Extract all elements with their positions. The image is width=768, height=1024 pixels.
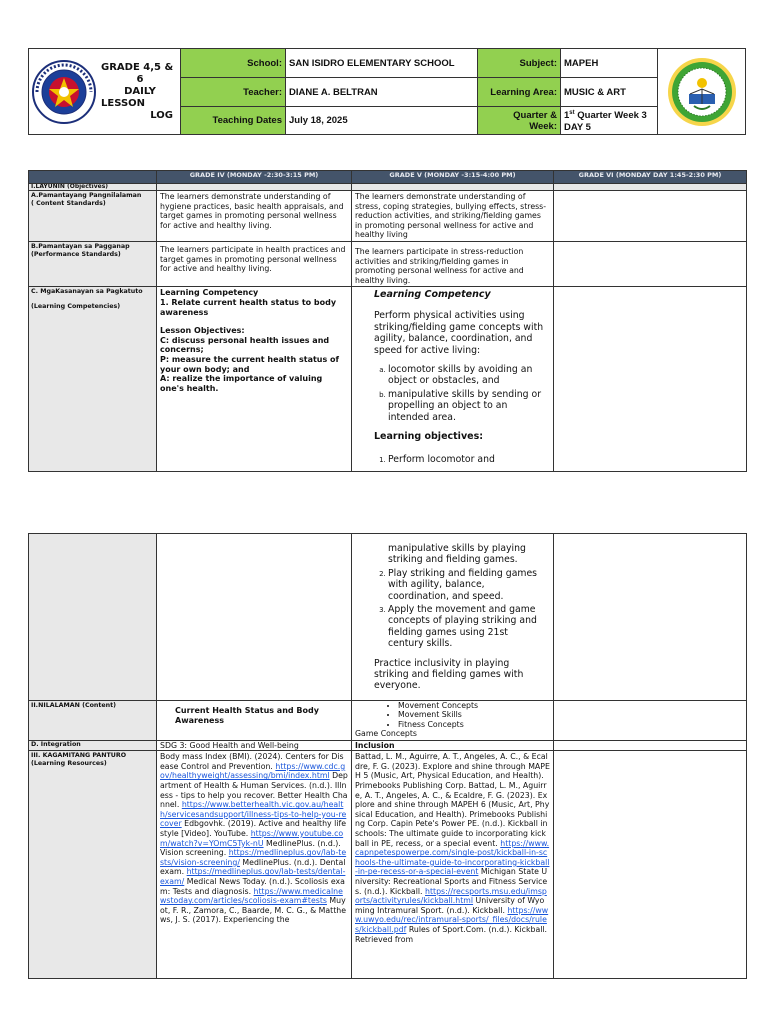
- table-row: [29, 191, 747, 242]
- reference-link[interactable]: https://medlineplus.gov/lab-tests/dental-exam/: [160, 867, 346, 886]
- row-label-learning-competencies: [29, 287, 157, 472]
- competency-text: 1. Relate current health status to body awareness: [160, 297, 337, 317]
- table-row: [29, 740, 747, 751]
- reference-text: Muyot, F. R., Zamora, C., Baarde, M. C. G., & Matthews, J. S. (2017). Experiencing the: [160, 896, 347, 925]
- table-row: [29, 534, 747, 701]
- quarter-label-line: Week:: [529, 120, 557, 132]
- content-standard-g5: The learners demonstrate understanding of stress, coping strategies, bullying effects, stress-reduction activities, and striking/fielding games in promoting personal wellness for active and healthy living: [352, 191, 554, 242]
- subject-label: Subject:: [478, 49, 561, 78]
- label-line: ( Content Standards): [31, 200, 106, 207]
- inclusivity-text: Practice inclusivity in playing striking and fielding games with everyone.: [374, 657, 524, 692]
- reference-text: Michigan State University: Recreational Sports and Fitness Services. (n.d.). Kickball.: [355, 867, 548, 896]
- list-item: 3. Apply the movement and game concepts of playing striking and fielding games using 21st century skills.: [388, 604, 545, 650]
- quarter-day: DAY 5: [564, 121, 591, 133]
- objective-p: P: measure the current health status of your own body; and: [160, 354, 340, 374]
- reference-link[interactable]: https://medlineplus.gov/lab-tests/vision-screening/: [160, 848, 347, 867]
- row-label-content: II.NILALAMAN (Content): [29, 700, 157, 740]
- empty-label-cell: [29, 534, 157, 701]
- learning-competency-g5: [352, 287, 554, 472]
- objectives-list-cont: [388, 543, 545, 566]
- row-label-layunin: I.LAYUNIN (Objectives): [29, 184, 157, 191]
- label-line: C. MgaKasanayan sa Pagkatuto: [31, 288, 143, 296]
- reference-text: Edbgovhk. (2019). Active and healthy lifestyle [Video]. YouTube.: [160, 819, 347, 839]
- list-item: • Fitness Concepts: [398, 720, 553, 729]
- empty-cell: [554, 184, 747, 191]
- school-label: School:: [181, 49, 286, 78]
- performance-standard-g5: The learners participate in stress-reduction activities and striking/fielding games in promoting personal wellness for active and healthy living.: [352, 241, 554, 286]
- reference-text: MedlinePlus. (n.d.). Vision screening.: [160, 838, 341, 858]
- lesson-table-page-1: [28, 170, 747, 472]
- content-g5: [352, 700, 554, 740]
- quarter-label-line: Quarter &: [513, 109, 557, 121]
- quarter-week-label: [478, 107, 561, 134]
- competency-title: Learning Competency: [160, 288, 259, 298]
- learning-area-value: MUSIC & ART: [561, 78, 658, 107]
- content-standard-g4: The learners demonstrate understanding of hygiene practices, basic health appraisals, and target games in promoting personal wellness for active and healthy living.: [157, 191, 352, 242]
- head-grade-vi: GRADE VI (MONDAY DAY 1:45-2:30 PM): [554, 171, 747, 184]
- school-value: SAN ISIDRO ELEMENTARY SCHOOL: [286, 49, 478, 78]
- objectives-title: Lesson Objectives:: [160, 326, 245, 336]
- list-item: • Movement Skills: [398, 710, 553, 719]
- resources-g5: [352, 751, 554, 979]
- label-line: (Learning Competencies): [31, 303, 121, 311]
- learning-competency-g4: [157, 287, 352, 472]
- label-line: III. KAGAMITANG PANTURO: [31, 752, 127, 760]
- content-list: [398, 701, 553, 729]
- label-line: (Performance Standards): [31, 250, 121, 258]
- performance-standard-g6: [554, 241, 747, 286]
- reference-link[interactable]: https://www.youtube.com/watch?v=YOmC5Tyk-nU: [160, 829, 344, 848]
- reference-text: MedlinePlus. (n.d.). Dental exam.: [160, 857, 346, 877]
- reference-text: Medical News Today. (n.d.). Scoliosis exam: Tests and diagnosis.: [160, 877, 345, 896]
- title-line: LESSON: [101, 97, 146, 109]
- content-g6: [554, 700, 747, 740]
- resources-g6: [554, 751, 747, 979]
- reference-link[interactable]: https://www.betterhealth.vic.gov.au/health/servicesandsupport/illness-tips-to-help-you-recover: [160, 800, 347, 829]
- list-item: 2. Play striking and fielding games with agility, balance, coordination, and speed.: [388, 568, 545, 602]
- list-item: a. locomotor skills by avoiding an object or obstacles, and: [388, 364, 545, 387]
- content-standard-g6: [554, 191, 747, 242]
- competency-text: Perform physical activities using striking/fielding game concepts with agility, balance, coordination, and speed for active living:: [374, 310, 544, 356]
- content-title: Current Health Status and Body Awareness: [175, 705, 319, 725]
- table-row: [29, 700, 747, 740]
- header-left: [29, 49, 181, 134]
- reference-link[interactable]: https://www.capnpetespowerpe.com/single-post/kickball-in-schools-the-ultimate-guide-to-incorporating-kickball-in-pe-recess-or-a-special-event: [355, 838, 550, 877]
- objective-a: A: realize the importance of valuing one's health.: [160, 374, 323, 393]
- teacher-label: Teacher:: [181, 78, 286, 107]
- head-blank: [29, 171, 157, 184]
- learning-competency-g6: [554, 287, 747, 472]
- list-item: b. manipulative skills by sending or propelling an object to an intended area.: [388, 389, 545, 423]
- quarter-week-value: [561, 107, 658, 134]
- integration-g6: [554, 740, 747, 751]
- reference-link[interactable]: https://www.medicalnewstoday.com/articles/scoliosis-exam#tests: [160, 886, 343, 906]
- label-line: (Learning Resources): [31, 760, 107, 768]
- quarter-ordinal: st: [569, 110, 575, 117]
- title-line: DAILY: [124, 85, 156, 97]
- objectives-list: [388, 454, 545, 465]
- teaching-dates-label: Teaching Dates: [181, 107, 286, 134]
- deped-seal-icon: [31, 59, 97, 125]
- school-logo-cell: [658, 49, 745, 134]
- table-row: [29, 751, 747, 979]
- objective-c: C: discuss personal health issues and concerns;: [160, 335, 330, 355]
- integration-g4: SDG 3: Good Health and Well-being: [157, 740, 352, 751]
- empty-cell: [554, 534, 747, 701]
- teaching-dates-value: July 18, 2025: [286, 107, 478, 134]
- list-item: 1. Perform locomotor and: [388, 454, 545, 465]
- competency-title: Learning Competency: [374, 289, 491, 301]
- content-g4: [157, 700, 352, 740]
- header-title: [101, 62, 179, 122]
- performance-standard-g4: The learners participate in health practices and target games in promoting personal wellness for active and healthy living.: [157, 241, 352, 286]
- reference-text: Rules of Sport.Com. (n.d.). Kickball. Retrieved from: [355, 924, 548, 944]
- empty-cell: [352, 184, 554, 191]
- list-item: manipulative skills by playing striking and fielding games.: [388, 543, 526, 566]
- row-label-performance-standards: [29, 241, 157, 286]
- subject-value: MAPEH: [561, 49, 658, 78]
- empty-cell: [157, 534, 352, 701]
- learning-objectives-g5-cont: [352, 534, 554, 701]
- title-line: LOG: [150, 109, 173, 121]
- reference-link[interactable]: https://recsports.msu.edu/imsports/activityrules/kickball.html: [355, 886, 547, 906]
- row-label-learning-resources: [29, 751, 157, 979]
- table-head-row: [29, 171, 747, 184]
- label-line: B.Pamantayan sa Pagganap: [31, 242, 130, 250]
- label-line: A.Pamantayang Pangnilalaman: [31, 192, 142, 199]
- integration-g5: Inclusion: [352, 740, 554, 751]
- row-label-content-standards: [29, 191, 157, 242]
- teacher-value: DIANE A. BELTRAN: [286, 78, 478, 107]
- table-row: [29, 287, 747, 472]
- table-row: [29, 184, 747, 191]
- header-info-grid: [181, 49, 745, 134]
- school-seal-icon: [666, 56, 738, 128]
- quarter-number: 1: [564, 110, 570, 122]
- reference-text: Department of Health & Human Services. (n.d.). Illness - tips to help you recover. Better Health Channel.: [160, 771, 348, 810]
- reference-text: Body mass Index (BMI). (2024). Centers for Disease Control and Prevention.: [160, 752, 344, 771]
- title-line: GRADE 4,5 &: [101, 61, 174, 73]
- quarter-week: Quarter Week 3: [574, 110, 647, 122]
- head-grade-iv: GRADE IV (MONDAY -2:30-3:15 PM): [157, 171, 352, 184]
- title-line: 6: [136, 73, 144, 85]
- learning-area-label: Learning Area:: [478, 78, 561, 107]
- reference-link[interactable]: https://www.uwyo.edu/rec/intramural-sports/_files/docs/rules/kickball.pdf: [355, 905, 549, 934]
- lesson-table-page-2: [28, 533, 747, 979]
- objectives-list: [388, 568, 545, 650]
- list-item: • Movement Concepts: [398, 701, 553, 710]
- head-grade-v: GRADE V (MONDAY -3:15-4:00 PM): [352, 171, 554, 184]
- empty-cell: [157, 184, 352, 191]
- quarter-line: [564, 108, 647, 121]
- reference-text: Battad, L. M., Aguirre, A. T., Angeles, A. C., & Ecaldre, F. G. (2023). Explore and shine through MAPEH 5 (Music, Art, Physical Education, and Health). Primebooks Publishing Corp. Battad, L. M., Aguirre, A. T., Angeles, A. C., & Ecaldre, F. G. (2023). Explore and shine through MAPEH 6 (Music, Art, Physical Education, and Health). Primebooks Publishing Corp. Capin Pete's Power PE. (n.d.). Kickball in schools: The ultimate guide to incorporating kickball in PE, recess, or a special event.: [355, 752, 550, 848]
- resources-g4: [157, 751, 352, 979]
- content-game-concepts: Game Concepts: [355, 729, 417, 739]
- header-table: [28, 48, 746, 135]
- table-row: [29, 241, 747, 286]
- reference-link[interactable]: https://www.cdc.gov/healthyweight/assessing/bmi/index.html: [160, 761, 346, 781]
- competency-sublist: [388, 364, 545, 423]
- reference-text: University of Wyoming Intramural Sport. (n.d.). Kickball.: [355, 896, 545, 915]
- row-label-integration: D. Integration: [29, 740, 157, 751]
- objectives-title: Learning objectives:: [374, 431, 484, 442]
